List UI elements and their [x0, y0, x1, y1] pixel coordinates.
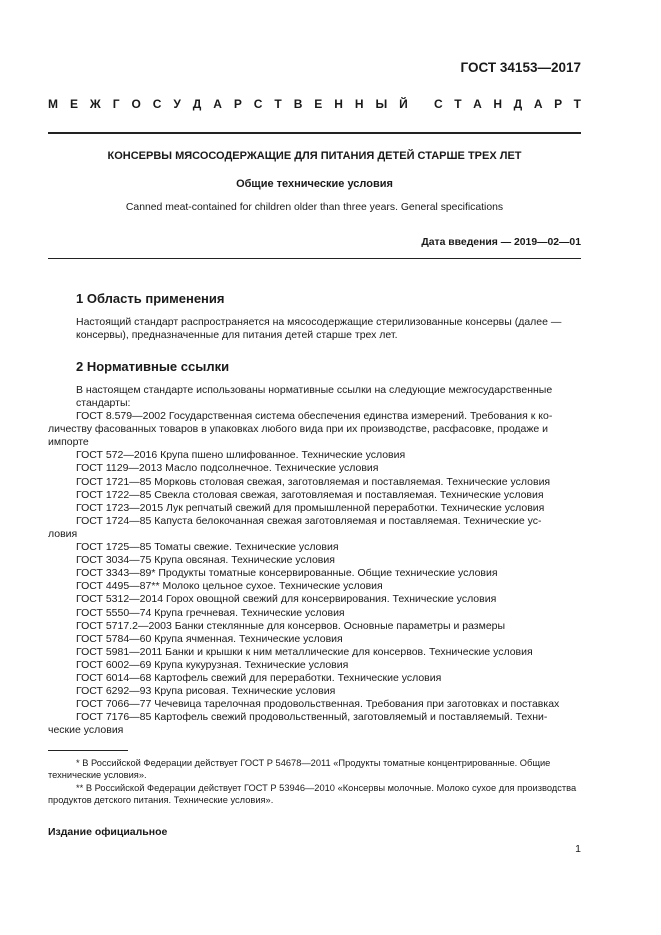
banner-letter: Г	[112, 97, 120, 111]
banner-letter: Д	[513, 97, 523, 111]
reference-line: ГОСТ 1129—2013 Масло подсолнечное. Технические условия	[76, 462, 379, 475]
banner-letter: В	[293, 97, 303, 111]
reference-line: ГОСТ 3034—75 Крупа овсяная. Технические условия	[76, 554, 335, 567]
section-1-body: Настоящий стандарт распространяется на мясосодержащие стерилизованные консервы (далее — консервы), предназначенные для питания детей старше трех лет.	[76, 316, 562, 341]
banner-letter: Н	[354, 97, 364, 111]
interstate-standard-banner	[48, 97, 581, 111]
section-1-text	[76, 316, 581, 342]
reference-line: личеству фасованных товаров в упаковках любого вида при их производстве, расфасовке, продаже и	[48, 423, 549, 436]
reference-line: ГОСТ 6292—93 Крупа рисовая. Технические условия	[76, 685, 336, 698]
banner-letter: С	[152, 97, 162, 111]
banner-letter: С	[253, 97, 263, 111]
banner-letter: Е	[69, 97, 78, 111]
reference-line: ГОСТ 6014—68 Картофель свежий для переработки. Технические условия	[76, 672, 442, 684]
reference-line: ГОСТ 4495—87** Молоко цельное сухое. Технические условия	[76, 580, 383, 593]
reference-line: ГОСТ 572—2016 Крупа пшено шлифованное. Технические условия	[76, 449, 406, 462]
banner-letter: У	[173, 97, 181, 111]
reference-line: ГОСТ 8.579—2002 Государственная система обеспечения единства измерений. Требования к ко-	[76, 410, 553, 422]
gost-number: ГОСТ 34153—2017	[460, 60, 581, 75]
reference-line: импорте	[48, 436, 89, 449]
banner-letter: А	[533, 97, 543, 111]
interstate-word-2	[434, 97, 581, 111]
reference-line: ГОСТ 6002—69 Крупа кукурузная. Технические условия	[76, 658, 349, 671]
banner-letter: Н	[334, 97, 343, 111]
reference-line: ГОСТ 3343—89* Продукты томатные консервированные. Общие технические условия	[76, 567, 498, 580]
interstate-word-1	[48, 97, 408, 111]
section-2-intro: В настоящем стандарте использованы нормативные ссылки на следующие межгосударственные стандарты:	[76, 384, 553, 409]
reference-line: ГОСТ 1722—85 Свекла столовая свежая, заготовляемая и поставляемая. Технические условия	[76, 488, 544, 501]
document-subtitle: Общие технические условия	[236, 178, 393, 190]
reference-line: ГОСТ 7176—85 Картофель свежий продовольственный, заготовляемый и поставляемый. Техни-	[76, 711, 548, 724]
banner-letter: Т	[454, 97, 462, 111]
header-rule	[48, 132, 581, 134]
banner-letter: Й	[399, 97, 408, 111]
banner-letter: Ж	[89, 97, 101, 111]
reference-line: ловия	[48, 527, 78, 540]
reference-line: ГОСТ 1725—85 Томаты свежие. Технические условия	[76, 541, 339, 553]
reference-line: ГОСТ 5550—74 Крупа гречневая. Технические условия	[76, 606, 345, 619]
reference-line: ГОСТ 1723—2015 Лук репчатый свежий для промышленной переработки. Технические условия	[76, 501, 545, 514]
effective-date: Дата введения — 2019—02—01	[421, 237, 581, 248]
reference-line: ГОСТ 5784—60 Крупа ячменная. Технические условия	[76, 632, 343, 645]
footnote-2: ** В Российской Федерации действует ГОСТ Р 53946—2010 «Консервы молочные. Молоко сухое для производства продуктов детского питания. Технические условия».	[48, 783, 577, 805]
reference-line: ГОСТ 5717.2—2003 Банки стеклянные для консервов. Основные параметры и размеры	[76, 619, 506, 632]
banner-letter: О	[131, 97, 141, 111]
page-number: 1	[575, 843, 581, 855]
banner-letter: Е	[314, 97, 323, 111]
document-title: КОНСЕРВЫ МЯСОСОДЕРЖАЩИЕ ДЛЯ ПИТАНИЯ ДЕТЕЙ СТАРШЕ ТРЕХ ЛЕТ	[107, 150, 522, 162]
reference-line: ческие условия	[48, 724, 124, 737]
banner-letter: Д	[192, 97, 202, 111]
banner-letter: Н	[493, 97, 503, 111]
banner-letter: М	[48, 97, 58, 111]
banner-letter: Р	[554, 97, 563, 111]
footnote-1: * В Российской Федерации действует ГОСТ Р 54678—2011 «Продукты томатные концентрированные. Общие технические условия».	[48, 758, 551, 780]
banner-letter: А	[473, 97, 482, 111]
banner-letter: А	[213, 97, 222, 111]
banner-letter: Ы	[375, 97, 388, 111]
reference-line: ГОСТ 5981—2011 Банки и крышки к ним металлические для консервов. Технические условия	[76, 645, 533, 658]
banner-letter: С	[434, 97, 443, 111]
banner-letter: Т	[274, 97, 282, 111]
official-edition: Издание официальное	[48, 826, 168, 838]
english-title: Canned meat-contained for children older than three years. General specifications	[125, 202, 504, 213]
reference-line: ГОСТ 7066—77 Чечевица тарелочная продовольственная. Требования при заготовках и поставках	[76, 698, 560, 711]
banner-letter: Т	[573, 97, 581, 111]
section-1-heading: 1 Область применения	[76, 291, 225, 306]
banner-letter: Р	[233, 97, 242, 111]
date-rule	[48, 258, 581, 259]
reference-line: ГОСТ 5312—2014 Горох овощной свежий для консервирования. Технические условия	[76, 593, 497, 606]
footnote-rule	[48, 750, 128, 751]
reference-line: ГОСТ 1724—85 Капуста белокочанная свежая заготовляемая и поставляемая. Технические ус-	[76, 514, 542, 527]
reference-line: ГОСТ 1721—85 Морковь столовая свежая, заготовляемая и поставляемая. Технические условия	[76, 475, 551, 488]
section-2-heading: 2 Нормативные ссылки	[76, 359, 230, 374]
